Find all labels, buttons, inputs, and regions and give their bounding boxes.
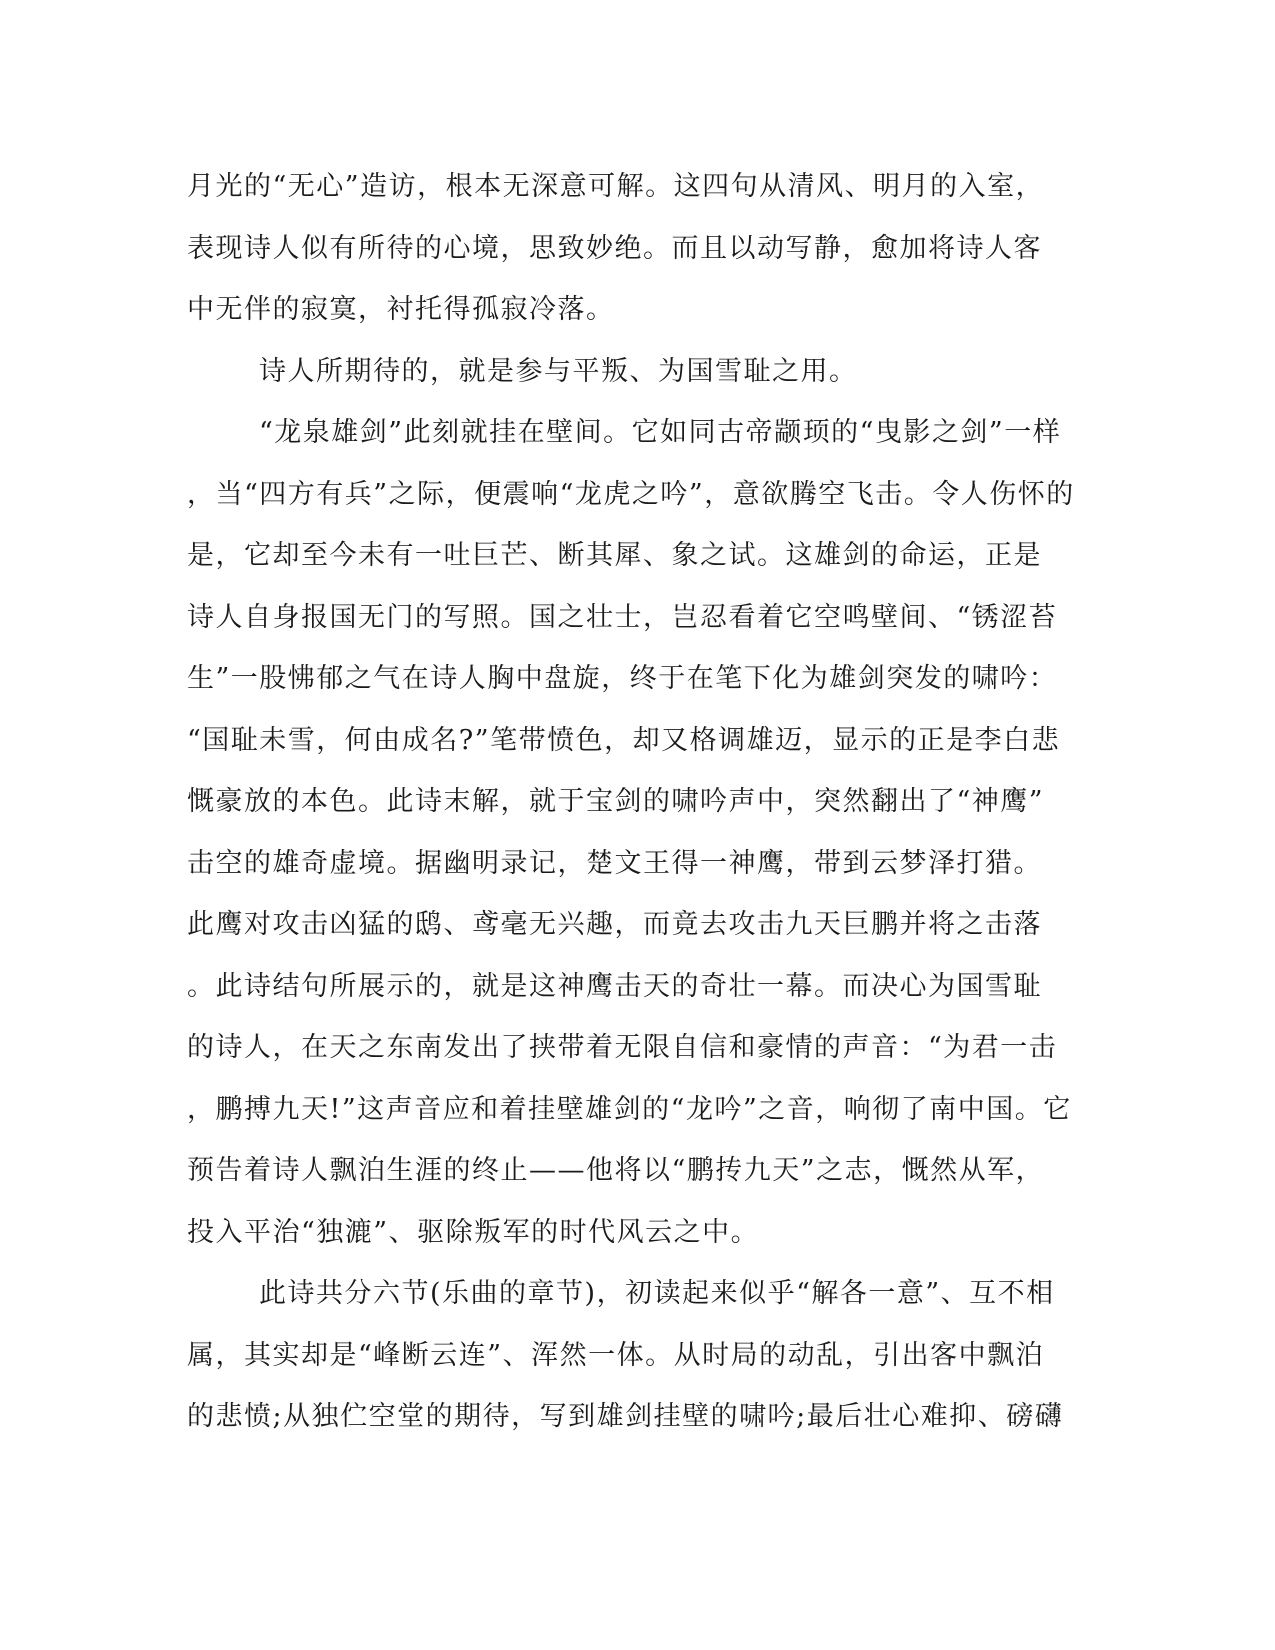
text-line: 中无伴的寂寞，衬托得孤寂冷落。 — [187, 294, 615, 325]
text-line: 预告着诗人飘泊生涯的终止——他将以“鹏抟九天”之志，慨然从军， — [187, 1155, 1045, 1186]
text-line: 生”一股怫郁之气在诗人胸中盘旋，终于在笔下化为雄剑突发的啸吟： — [187, 663, 1058, 694]
text-line: 慨豪放的本色。此诗末解，就于宝剑的啸吟声中，突然翻出了“神鹰” — [187, 786, 1045, 817]
document-body — [187, 156, 1087, 1448]
text-line: 此鹰对攻击凶猛的鸱、鸢毫无兴趣，而竟去攻击九天巨鹏并将之击落 — [187, 909, 1042, 940]
text-line: 。此诗结句所展示的，就是这神鹰击天的奇壮一幕。而决心为国雪耻 — [187, 970, 1042, 1002]
text-line: 是，它却至今未有一吐巨芒、断其犀、象之试。这雄剑的命运，正是 — [187, 540, 1042, 571]
text-line: ，鹏搏九天!”这声音应和着挂壁雄剑的“龙吟”之音，响彻了南中国。它 — [187, 1093, 1072, 1125]
text-line: “国耻未雪，何由成名?”笔带愤色，却又格调雄迈，显示的正是李白悲 — [187, 724, 1061, 756]
text-line: 投入平治“独漉”、驱除叛军的时代风云之中。 — [187, 1216, 760, 1248]
text-line: 月光的“无心”造访，根本无深意可解。这四句从清风、明月的入室， — [187, 171, 1045, 202]
paragraph-start-line: 诗人所期待的，就是参与平叛、为国雪耻之用。 — [259, 355, 858, 387]
text-line: 属，其实却是“峰断云连”、浑然一体。从时局的动乱，引出客中飘泊 — [187, 1339, 1045, 1371]
text-line: 诗人自身报国无门的写照。国之壮士，岂忍看着它空鸣壁间、“锈涩苔 — [187, 601, 1058, 633]
text-line: 击空的雄奇虚境。据幽明录记，楚文王得一神鹰，带到云梦泽打猎。 — [187, 847, 1042, 879]
paragraph-start-line: “龙泉雄剑”此刻就挂在壁间。它如同古帝颛顼的“曳影之剑”一样 — [259, 417, 1062, 448]
text-line: 的诗人，在天之东南发出了挟带着无限自信和豪情的声音：“为君一击 — [187, 1032, 1058, 1063]
text-line: 表现诗人似有所待的心境，思致妙绝。而且以动写静，愈加将诗人客 — [187, 232, 1042, 264]
paragraph-start-line: 此诗共分六节(乐曲的章节)，初读起来似乎“解各一意”、互不相 — [259, 1278, 1055, 1309]
text-line: 的悲愤;从独伫空堂的期待，写到雄剑挂壁的啸吟;最后壮心难抑、磅礴 — [187, 1401, 1064, 1432]
text-line: ，当“四方有兵”之际，便震响“龙虎之吟”，意欲腾空飞击。令人伤怀的 — [187, 478, 1075, 510]
